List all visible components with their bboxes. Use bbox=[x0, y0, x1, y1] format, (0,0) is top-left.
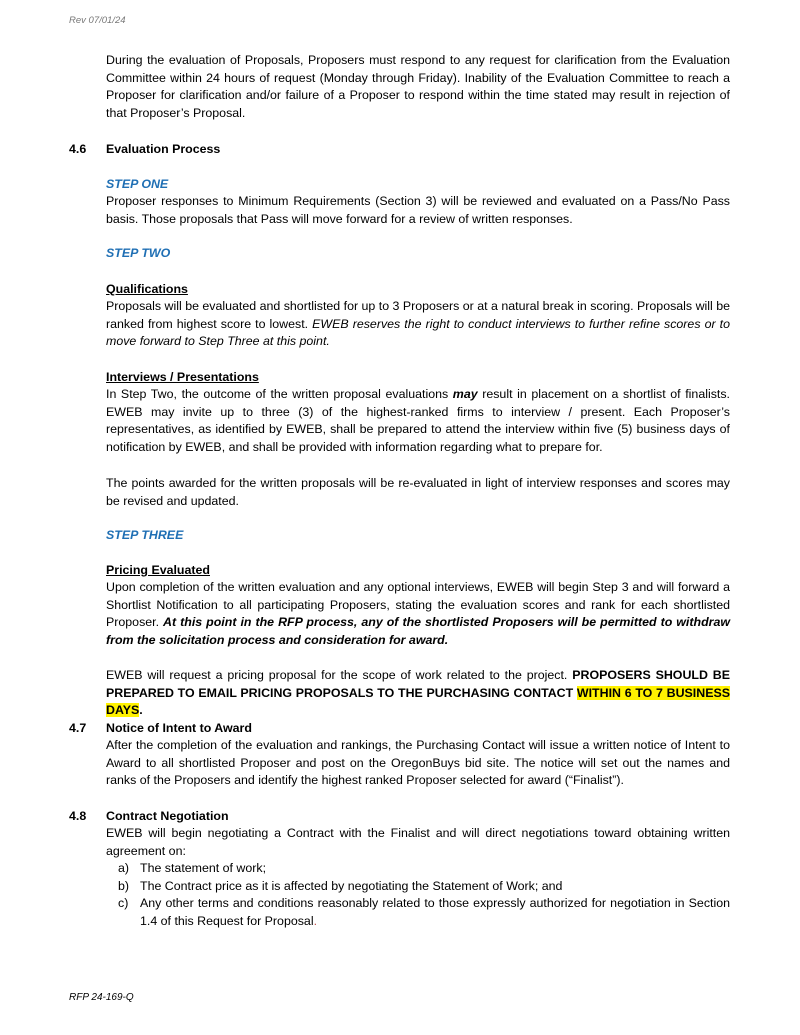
points-paragraph: The points awarded for the written proposals will be re-evaluated in light of interview responses and scores may be revised and updated. bbox=[106, 476, 730, 508]
step-two-label: STEP TWO bbox=[106, 246, 171, 260]
list-item: c) Any other terms and conditions reasonably related to those expressly authorized for negotiation in Section 1.4 of this Request for Proposal. bbox=[118, 896, 730, 928]
notice-of-intent-paragraph: After the completion of the evaluation and rankings, the Purchasing Contact will issue a written notice of Intent to Award to all shortlisted Proposer and post on the OregonBuys bid site. The notice will set out the names and ranks of the Proposers and identify the highest ranked Proposer selected for award (“Finalist”). bbox=[106, 738, 730, 787]
step-three-label: STEP THREE bbox=[106, 528, 184, 542]
section-number-4-8: 4.8 bbox=[69, 809, 87, 823]
qualifications-paragraph: Proposals will be evaluated and shortlisted for up to 3 Proposers or at a natural break in scoring. Proposals will be ranked from highest score to lowest. EWEB reserves the right to conduct interviews to further refine scores or to move forward to Step Three at this point. bbox=[106, 299, 730, 348]
interviews-heading: Interviews / Presentations bbox=[106, 370, 259, 384]
interviews-paragraph: In Step Two, the outcome of the written proposal evaluations may result in placement on a shortlist of finalists. EWEB may invite up to three (3) of the highest-ranked firms to interview / present. Each Proposer’s representatives, as identified by EWEB, shall be prepared to attend the interview within five (5) business days of notification by EWEB, and shall be provided with information regarding what to prepare for. bbox=[106, 387, 730, 454]
rfp-number-footer: RFP 24-169-Q bbox=[69, 992, 134, 1003]
revision-date: Rev 07/01/24 bbox=[69, 15, 126, 26]
contract-negotiation-paragraph: EWEB will begin negotiating a Contract with the Finalist and will direct negotiations toward obtaining written agreement on: bbox=[106, 826, 730, 858]
section-title-notice-of-intent: Notice of Intent to Award bbox=[106, 721, 252, 735]
section-number-4-7: 4.7 bbox=[69, 721, 87, 735]
qualifications-heading: Qualifications bbox=[106, 282, 188, 296]
pricing-request-paragraph: EWEB will request a pricing proposal for the scope of work related to the project. PROPOSERS SHOULD BE PREPARED TO EMAIL PRICING PROPOSALS TO THE PURCHASING CONTACT WITHIN 6 TO 7 BUSINESS DAYS. bbox=[106, 668, 730, 717]
list-item: a) The statement of work; bbox=[118, 861, 267, 875]
deadline-highlight: WITHIN 6 TO 7 BUSINESS DAYS bbox=[106, 685, 730, 717]
pricing-paragraph: Upon completion of the written evaluation and any optional interviews, EWEB will begin Step 3 and will forward a Shortlist Notification to all participating Proposers, stating the evaluation scores and rank for each shortlisted Proposer. At this point in the RFP process, any of the shortlisted Proposers will be permitted to withdraw from the solicitation process and consideration for award. bbox=[106, 580, 730, 647]
step-one-label: STEP ONE bbox=[106, 177, 169, 191]
section-title-contract-negotiation: Contract Negotiation bbox=[106, 809, 229, 823]
section-number-4-6: 4.6 bbox=[69, 142, 87, 156]
list-item: b) The Contract price as it is affected by negotiating the Statement of Work; and bbox=[118, 879, 563, 893]
clarification-paragraph: During the evaluation of Proposals, Proposers must respond to any request for clarification from the Evaluation Committee within 24 hours of request (Monday through Friday). Inability of the Evaluation Committee to reach a Proposer for clarification and/or failure of a Proposer to respond within the time stated may result in rejection of that Proposer’s Proposal. bbox=[106, 53, 730, 120]
step-one-paragraph: Proposer responses to Minimum Requirements (Section 3) will be reviewed and evaluated on a Pass/No Pass basis. Those proposals that Pass will move forward for a review of written responses. bbox=[106, 194, 730, 226]
section-title-evaluation-process: Evaluation Process bbox=[106, 142, 221, 156]
pricing-heading: Pricing Evaluated bbox=[106, 563, 210, 577]
